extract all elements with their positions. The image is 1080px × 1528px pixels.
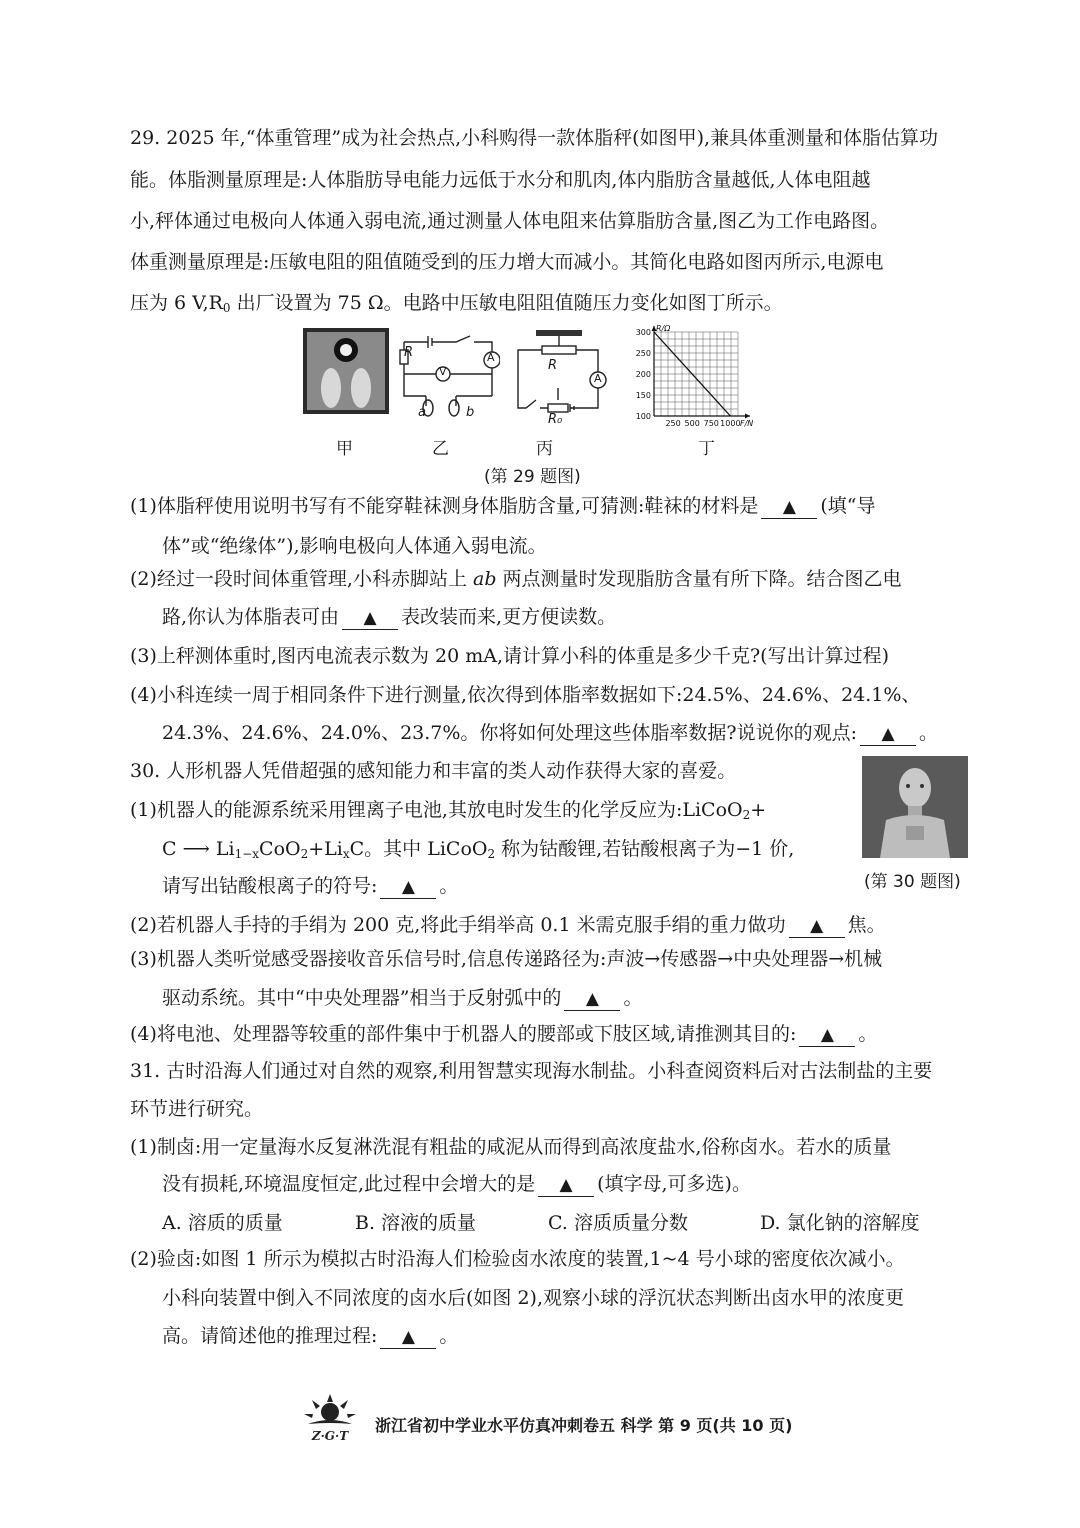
y-tick-label: 200 xyxy=(635,370,651,379)
q29-sub3: (3)上秤测体重时,图丙电流表示数为 20 mA,请计算小科的体重是多少千克?(写出计算过程) xyxy=(130,645,890,667)
yi-r-label: R xyxy=(404,345,414,360)
q29-sub4-line1: (4)小科连续一周于相同条件下进行测量,依次得到体脂率数据如下:24.5%、24.6%、24.1%、 xyxy=(130,684,921,706)
fig-label-yi: 乙 xyxy=(432,439,449,459)
q30-sub3-line1: (3)机器人类听觉感受器接收音乐信号时,信息传递路径为:声波→传感器→中央处理器→机械 xyxy=(130,948,883,970)
fig-label-bing: 丙 xyxy=(536,439,553,459)
q30-figure-caption: (第 30 题图) xyxy=(864,872,961,892)
q30-sub3-line2: 驱动系统。其中“中央处理器”相当于反射弧中的 ▲ 。 xyxy=(162,987,643,1009)
x-axis-label: F/N xyxy=(740,419,754,428)
robot-photo xyxy=(862,756,968,858)
q29-sub1-line1: (1)体脂秤使用说明书写有不能穿鞋袜测身体脂肪含量,可猜测:鞋袜的材料是 ▲ (填“导 xyxy=(130,495,876,517)
answer-blank[interactable]: ▲ xyxy=(564,987,620,1011)
y-tick-label: 250 xyxy=(635,349,651,358)
yi-a-label: a xyxy=(418,405,426,420)
q31-sub2-line2: 小科向装置中倒入不同浓度的卤水后(如图 2),观察小球的浮沉状态判断出卤水甲的浓度更 xyxy=(162,1287,904,1309)
y-tick-label: 300 xyxy=(635,328,651,337)
x-tick-label: 500 xyxy=(684,419,700,428)
bing-ammeter-label: A xyxy=(594,372,602,385)
q29-sub1-line2: 体”或“绝缘体”),影响电极向人体通入弱电流。 xyxy=(162,535,547,557)
q29-line-4: 体重测量原理是:压敏电阻的阻值随受到的压力增大而减小。其简化电路如图丙所示,电源电 xyxy=(130,251,884,273)
option-c[interactable]: C. 溶质质量分数 xyxy=(548,1212,688,1234)
q31-line-1: 31. 古时沿海人们通过对自然的观察,利用智慧实现海水制盐。小科查阅资料后对古法制盐的主要 xyxy=(130,1060,933,1082)
scale-photo xyxy=(303,328,389,414)
q30-sub1-line2: C ⟶ $Li_{1-x}CoO_2+Li_xC$。其中 LiCoO$_2$ 称为钴酸锂,若钴酸根离子为−1 价, xyxy=(162,838,795,861)
option-b[interactable]: B. 溶液的质量 xyxy=(355,1212,477,1234)
x-axis-arrow xyxy=(745,414,750,419)
q31-line-2: 环节进行研究。 xyxy=(130,1098,264,1120)
q31-sub1-line2: 没有损耗,环境温度恒定,此过程中会增大的是 ▲ (填字母,可多选)。 xyxy=(162,1173,751,1195)
answer-blank[interactable]: ▲ xyxy=(342,606,398,630)
q31-sub2-line3: 高。请简述他的推理过程: ▲ 。 xyxy=(162,1325,459,1347)
q30-sub2: (2)若机器人手持的手绢为 200 克,将此手绢举高 0.1 米需克服手绢的重力做功 ▲ 焦。 xyxy=(130,914,886,936)
q29-sub4-line2: 24.3%、24.6%、24.0%、23.7%。你将如何处理这些体脂率数据?说说你的观点: ▲ 。 xyxy=(162,722,939,744)
page-footer: 浙江省初中学业水平仿真冲刺卷五 科学 第 9 页(共 10 页) xyxy=(375,1416,793,1435)
q30-sub1-line3: 请写出钴酸根离子的符号: ▲ 。 xyxy=(162,875,459,897)
answer-blank[interactable]: ▲ xyxy=(380,875,436,899)
y-tick-label: 100 xyxy=(635,412,651,421)
yi-b-label: b xyxy=(466,405,475,420)
q29-line-2: 能。体脂测量原理是:人体脂肪导电能力远低于水分和肌肉,体内脂肪含量越低,人体电阻越 xyxy=(130,169,871,191)
publisher-logo xyxy=(300,1392,360,1444)
answer-blank[interactable]: ▲ xyxy=(761,495,817,519)
q31-sub2-line1: (2)验卤:如图 1 所示为模拟古时沿海人们检验卤水浓度的装置,1~4 号小球的密度依次减小。 xyxy=(130,1248,905,1270)
x-tick-label: 750 xyxy=(703,419,719,428)
bing-r0-label: R₀ xyxy=(548,412,563,427)
q29-sub2-line2: 路,你认为体脂表可由 ▲ 表改装而来,更方便读数。 xyxy=(162,606,617,628)
fig-label-jia: 甲 xyxy=(336,439,353,459)
answer-blank[interactable]: ▲ xyxy=(380,1325,436,1349)
q29-line-5: 压为 6 $V,R_0$ 出厂设置为 75 Ω。电路中压敏电阻阻值随压力变化如图丁所示。 xyxy=(130,292,783,315)
q30-line-1: 30. 人形机器人凭借超强的感知能力和丰富的类人动作获得大家的喜爱。 xyxy=(130,760,737,782)
q29-figure-caption: (第 29 题图) xyxy=(484,467,581,487)
circuit-yi xyxy=(398,328,500,418)
q30-sub1-line1: (1)机器人的能源系统采用锂离子电池,其放电时发生的化学反应为:LiCoO$_2$+ xyxy=(130,799,767,822)
q31-sub1-line1: (1)制卤:用一定量海水反复淋洗混有粗盐的咸泥从而得到高浓度盐水,俗称卤水。若水的质量 xyxy=(130,1136,892,1158)
q30-sub4: (4)将电池、处理器等较重的部件集中于机器人的腰部或下肢区域,请推测其目的: ▲ 。 xyxy=(130,1023,878,1045)
answer-blank[interactable]: ▲ xyxy=(799,1023,855,1047)
answer-blank[interactable]: ▲ xyxy=(860,722,916,746)
q29-sub2-line1: (2)经过一段时间体重管理,小科赤脚站上 ab 两点测量时发现脂肪含量有所下降。结合图乙电 xyxy=(130,568,902,590)
q29-line-3: 小,秤体通过电极向人体通入弱电流,通过测量人体电阻来估算脂肪含量,图乙为工作电路图。 xyxy=(130,210,890,232)
answer-blank[interactable]: ▲ xyxy=(538,1173,594,1197)
logo-text: Z·G·T xyxy=(311,1429,349,1443)
x-tick-label: 1000 xyxy=(720,419,741,428)
option-d[interactable]: D. 氯化钠的溶解度 xyxy=(760,1212,920,1234)
option-a[interactable]: A. 溶质的质量 xyxy=(162,1212,283,1234)
fig-label-ding: 丁 xyxy=(698,439,715,459)
bing-r-label: R xyxy=(548,358,558,373)
y-axis-label: R/Ω xyxy=(656,324,671,333)
yi-ammeter-label: A xyxy=(487,351,495,364)
resistance-force-chart xyxy=(622,322,772,434)
q29-line-1: 29. 2025 年,“体重管理”成为社会热点,小科购得一款体脂秤(如图甲),兼具体重测量和体脂估算功 xyxy=(130,127,939,149)
yi-voltmeter-label: V xyxy=(439,365,447,378)
x-tick-label: 250 xyxy=(665,419,681,428)
y-tick-label: 150 xyxy=(635,391,651,400)
answer-blank[interactable]: ▲ xyxy=(789,914,845,938)
